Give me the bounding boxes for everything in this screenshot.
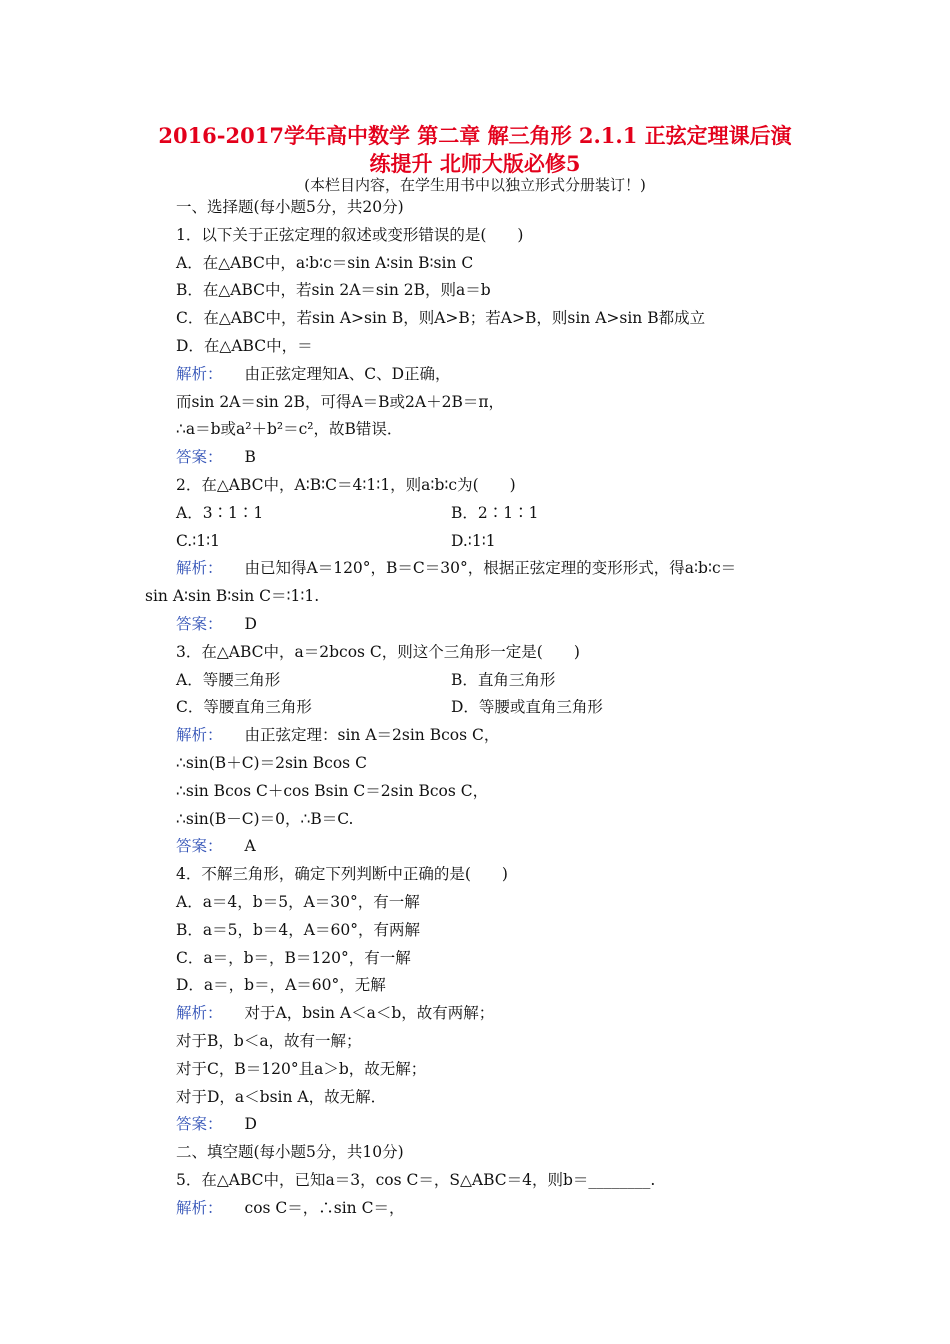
title-line-1: 2016-2017学年高中数学 第二章 解三角形 2.1.1 正弦定理课后演 <box>158 123 792 148</box>
answer-value: B <box>244 448 256 467</box>
explanation-label: 解析： <box>176 726 223 745</box>
explanation-text: 由正弦定理：sin A＝2sin Bcos C， <box>244 726 500 745</box>
option-3d: D．等腰或直角三角形 <box>451 698 603 717</box>
question-4: 4．不解三角形，确定下列判断中正确的是( ) <box>176 865 508 884</box>
option-2a: A．3∶1∶1 <box>176 503 264 522</box>
explanation-2-line: sin A∶sin B∶sin C＝∶1∶1. <box>145 587 320 606</box>
explanation-1-line: ∴a＝b或a²＋b²＝c²，故B错误． <box>176 420 403 439</box>
options-2cd <box>146 528 826 556</box>
answer-label: 答案： <box>176 837 223 856</box>
explanation-text: 由已知得A＝120°，B＝C＝30°，根据正弦定理的变形形式，得a∶b∶c＝ <box>244 559 737 578</box>
explanation-5 <box>146 1195 826 1223</box>
answer-4 <box>146 1111 826 1139</box>
document-body <box>146 194 826 1222</box>
option-3b: B．直角三角形 <box>451 670 556 689</box>
option-3a: A．等腰三角形 <box>176 670 281 689</box>
section-heading: 二、填空题(每小题5分，共10分) <box>176 1143 404 1162</box>
explanation-text: 由正弦定理知A、C、D正确， <box>244 364 451 383</box>
explanation-4-line: 对于C，B＝120°且a＞b，故无解； <box>176 1059 427 1078</box>
answer-label: 答案： <box>176 1115 223 1134</box>
question-2: 2．在△ABC中，A∶B∶C＝4∶1∶1，则a∶b∶c为( ) <box>176 475 516 494</box>
question-5: 5．在△ABC中，已知a＝3，cos C＝，S△ABC＝4，则b＝________. <box>176 1170 656 1189</box>
explanation-text: cos C＝，∴sin C＝， <box>244 1198 405 1217</box>
answer-1 <box>146 444 826 472</box>
answer-value: A <box>244 837 256 856</box>
answer-3 <box>146 833 826 861</box>
answer-value: D <box>244 614 257 633</box>
option-1b: B．在△ABC中，若sin 2A＝sin 2B，则a＝b <box>176 281 491 300</box>
binding-note: (本栏目内容，在学生用书中以独立形式分册装订！) <box>304 176 646 194</box>
options-3cd <box>146 694 826 722</box>
document-title <box>120 122 830 178</box>
question-1: 1．以下关于正弦定理的叙述或变形错误的是( ) <box>176 225 524 244</box>
explanation-3 <box>146 722 826 750</box>
options-2ab <box>146 500 826 528</box>
explanation-text: 对于A，bsin A＜a＜b，故有两解； <box>244 1004 495 1023</box>
answer-label: 答案： <box>176 614 223 633</box>
option-1c: C．在△ABC中，若sin A>sin B，则A>B；若A>B，则sin A>sin B都成立 <box>176 309 706 328</box>
option-1d: D．在△ABC中，＝ <box>176 336 313 355</box>
answer-label: 答案： <box>176 448 223 467</box>
explanation-label: 解析： <box>176 1004 223 1023</box>
option-2d: D.∶1∶1 <box>451 531 496 550</box>
title-line-2: 练提升 北师大版必修5 <box>369 151 581 176</box>
explanation-3-line: ∴sin Bcos C＋cos Bsin C＝2sin Bcos C， <box>176 781 489 800</box>
explanation-1 <box>146 361 826 389</box>
option-4b: B．a＝5，b＝4，A＝60°，有两解 <box>176 920 420 939</box>
question-3: 3．在△ABC中，a＝2bcos C，则这个三角形一定是( ) <box>176 642 580 661</box>
explanation-label: 解析： <box>176 364 223 383</box>
option-4a: A．a＝4，b＝5，A＝30°，有一解 <box>176 892 420 911</box>
option-3c: C．等腰直角三角形 <box>176 698 312 717</box>
answer-value: D <box>244 1115 257 1134</box>
explanation-1-line: 而sin 2A＝sin 2B，可得A＝B或2A＋2B＝π， <box>176 392 505 411</box>
option-4c: C．a＝，b＝，B＝120°，有一解 <box>176 948 411 967</box>
section-heading: 一、选择题(每小题5分，共20分) <box>176 198 404 216</box>
explanation-2 <box>146 555 826 583</box>
explanation-4-line: 对于B，b＜a，故有一解； <box>176 1031 362 1050</box>
answer-2 <box>146 611 826 639</box>
explanation-4 <box>146 1000 826 1028</box>
explanation-3-line: ∴sin(B＋C)＝2sin Bcos C <box>176 753 367 772</box>
options-3ab <box>146 667 826 695</box>
option-2b: B．2∶1∶1 <box>451 503 539 522</box>
explanation-label: 解析： <box>176 1198 223 1217</box>
option-1a: A．在△ABC中，a∶b∶c＝sin A∶sin B∶sin C <box>176 253 474 272</box>
explanation-4-line: 对于D，a＜bsin A，故无解． <box>176 1087 387 1106</box>
explanation-3-line: ∴sin(B－C)＝0，∴B＝C. <box>176 809 354 828</box>
explanation-label: 解析： <box>176 559 223 578</box>
option-2c: C.∶1∶1 <box>176 531 221 550</box>
option-4d: D．a＝，b＝，A＝60°，无解 <box>176 976 386 995</box>
